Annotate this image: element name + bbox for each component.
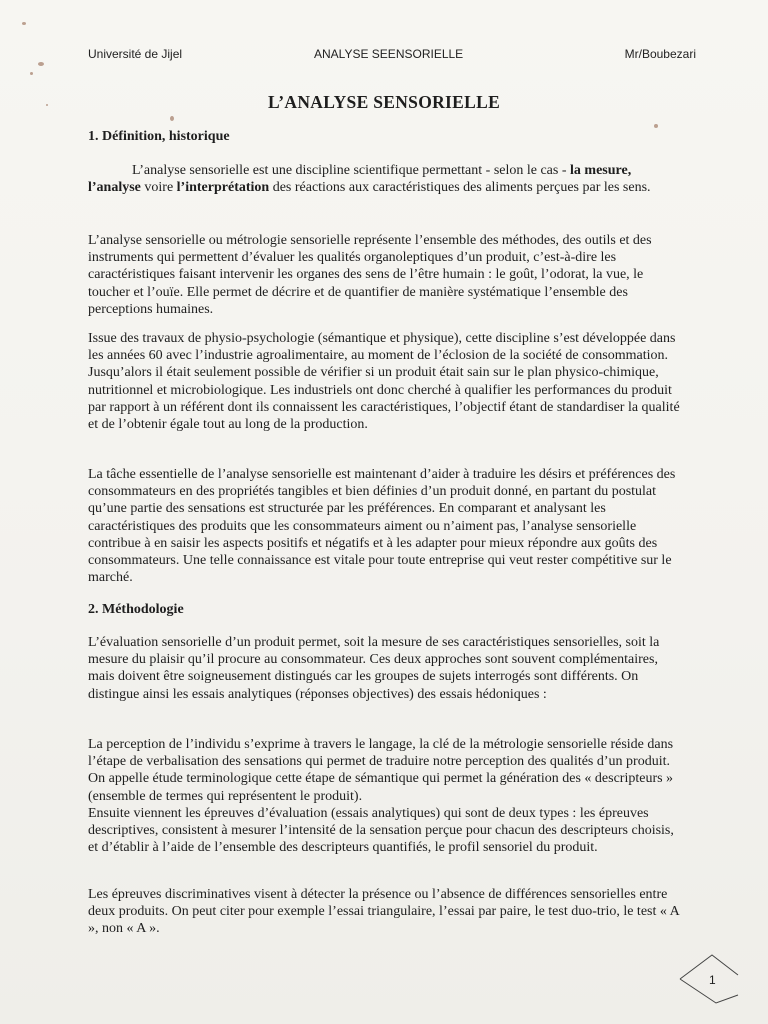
header-author: Mr/Boubezari [624, 47, 696, 61]
paragraph-text: des réactions aux caractéristiques des aliments perçues par les sens. [269, 180, 651, 196]
bold-term-interpretation: l’interprétation [176, 180, 270, 196]
page-number-box [676, 951, 742, 1007]
paragraph-text: L’analyse sensorielle est une discipline scientifique permettant - selon le cas - [132, 163, 571, 178]
paragraph-metrologie: L’analyse sensorielle ou métrologie sensorielle représente l’ensemble des méthodes, des outils et des instruments qui permettent d’évaluer les qualités organoleptiques d’un produit, c’est-à-dire les caractéristiques faisant intervenir les organes des sens de l’être humain : le goût, l’odorat, la vue, le toucher et l’ouïe. Elle permet de décrire et de quantifier de manière systématique l’ensemble des perceptions humaines. [88, 233, 652, 317]
paragraph-historique: Issue des travaux de physio-psychologie (sémantique et physique), cette discipline s’est développée dans les années 60 avec l’industrie agroalimentaire, au moment de l’éclosion de la société de consommation. Jusqu’alors il était seulement possible de vérifier si un produit était sain sur le plan physico-chimique, nutritionnel et microbiologique. Les industriels ont donc cherché à qualifier les performances du produit par rapport à un référent dont ils connaissent les caractéristiques, l’objectif étant de standardiser la qualité et de l’obtenir égale tout au long de la production. [88, 331, 680, 433]
page-header [88, 47, 696, 65]
document-title: L’ANALYSE SENSORIELLE [267, 92, 501, 112]
paragraph-evaluation: L’évaluation sensorielle d’un produit permet, soit la mesure de ses caractéristiques sensorielles, soit la mesure du plaisir qu’il procure au consommateur. Ces deux approches sont souvent complémentaires, mais doivent être soigneusement distingués car les groupes de sujets interrogés sont différents. On distingue ainsi les essais analytiques (réponses objectives) des essais hédoniques : [88, 635, 660, 702]
paragraph-definition [88, 162, 682, 196]
section-heading-methodologie: 2. Méthodologie [88, 602, 184, 617]
paragraph-epreuves-discriminatives: Les épreuves discriminatives visent à détecter la présence ou l’absence de différences sensorielles entre deux produits. On peut citer pour exemple l’essai triangulaire, l’essai par paire, le test duo-trio, le test « A », non « A ». [88, 887, 679, 937]
page-number: 1 [709, 973, 716, 987]
scan-speck [654, 124, 658, 128]
paragraph-tache-essentielle: La tâche essentielle de l’analyse sensorielle est maintenant d’aider à traduire les désirs et préférences des consommateurs en des propriétés tangibles et bien définies d’un produit donné, en partant du postulat qu’une partie des sensations est structurée par les préférences. En comparant et analysant les caractéristiques des produits que les consommateurs aiment ou n’aiment pas, l’analyse sensorielle contribue à en saisir les aspects positifs et négatifs et à les adapter pour mieux répondre aux goûts des consommateurs. Une telle connaissance est vitale pour toute entreprise qui veut rester compétitive sur le marché. [88, 467, 676, 586]
header-university: Université de Jijel [88, 47, 183, 61]
paragraph-text: voire [140, 180, 177, 196]
paragraph-epreuves-descriptives: Ensuite viennent les épreuves d’évaluation (essais analytiques) qui sont de deux types : les épreuves descriptives, consistent à mesurer l’intensité de la sensation perçue pour chacun des descripteurs choisis, et d’établir à l’aide de l’ensemble des descripteurs quantifiés, le profil sensoriel du produit. [88, 806, 674, 856]
header-course: ANALYSE SEENSORIELLE [314, 47, 464, 61]
scan-speck [22, 22, 26, 25]
section-heading-definition: 1. Définition, historique [88, 129, 230, 144]
paragraph-perception: La perception de l’individu s’exprime à travers le langage, la clé de la métrologie sensorielle réside dans l’étape de verbalisation des sensations qui permet de traduire notre perception des qualités d’un produit. On appelle étude terminologique cette étape de sémantique qui permet la génération des « descripteurs » (ensemble de termes qui représentent le produit). [88, 737, 674, 804]
bold-term-mesure-analyse: la mesure, l’analyse [88, 163, 632, 196]
scan-speck [30, 72, 33, 75]
scan-speck [38, 62, 44, 66]
scan-speck [170, 116, 174, 121]
